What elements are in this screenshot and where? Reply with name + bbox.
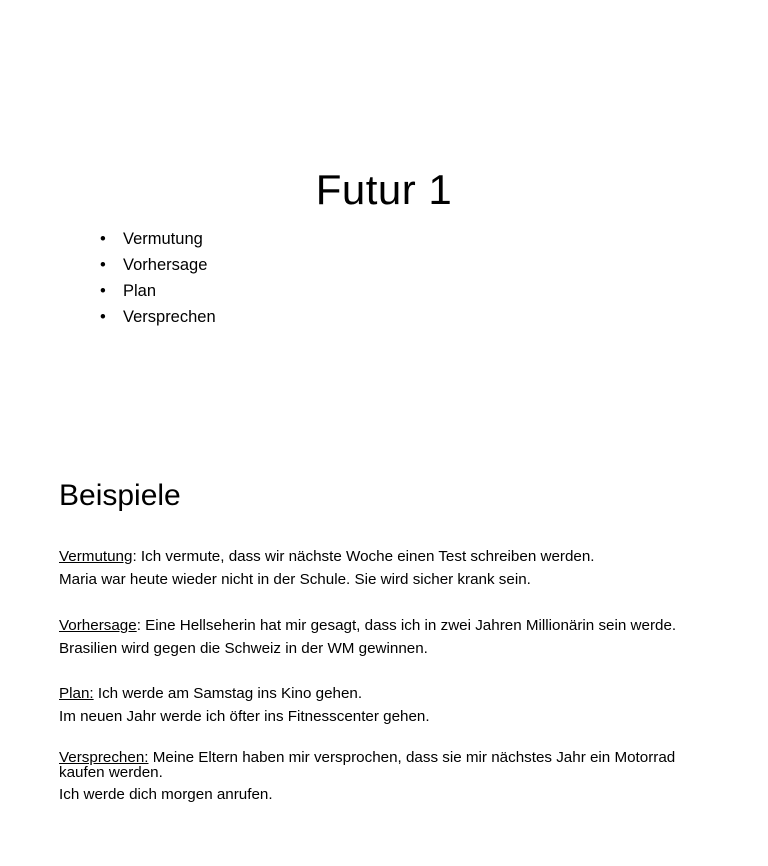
example-vorhersage [59, 614, 719, 660]
example-line [59, 743, 719, 783]
example-sentence: Ich vermute, dass wir nächste Woche einen Test schreiben werden. [136, 548, 595, 565]
example-label: Versprechen: [59, 749, 149, 766]
bullet-item [100, 304, 216, 330]
bullet-item [100, 278, 216, 304]
bullet-text: Vorhersage [123, 256, 208, 274]
example-sentence: Im neuen Jahr werde ich öfter ins Fitnesscenter gehen. [59, 708, 430, 725]
example-sentence: Ich werde dich morgen anrufen. [59, 786, 273, 803]
example-label-colon: : [132, 548, 137, 565]
example-sentence: Brasilien wird gegen die Schweiz in der WM gewinnen. [59, 640, 428, 657]
example-vermutung [59, 545, 719, 591]
example-label: Plan: [59, 685, 94, 702]
bullet-point-icon: • [100, 256, 106, 274]
example-sentence: Meine Eltern haben mir versprochen, dass sie mir nächstes Jahr ein Motorrad kaufen werden. [59, 749, 676, 781]
example-label: Vorhersage [59, 617, 137, 634]
example-plan [59, 682, 719, 728]
example-sentence: Ich werde am Samstag ins Kino gehen. [93, 685, 363, 702]
bullet-point-icon: • [100, 308, 106, 326]
example-sentence: Maria war heute wieder nicht in der Schule. Sie wird sicher krank sein. [59, 571, 531, 588]
example-line [59, 614, 719, 637]
example-label-colon: : [136, 617, 141, 634]
bullet-text: Versprechen [123, 308, 216, 326]
bullet-text: Plan [123, 282, 157, 300]
example-sentence: Eine Hellseherin hat mir gesagt, dass ich in zwei Jahren Millionärin sein werde. [140, 617, 677, 634]
bullet-point-icon: • [100, 230, 106, 248]
section-heading: Beispiele [59, 479, 181, 512]
example-line [59, 545, 719, 568]
page-title: Futur 1 [315, 166, 453, 213]
example-label: Vermutung [59, 548, 133, 565]
bullet-item [100, 226, 216, 252]
bullet-point-icon: • [100, 282, 106, 300]
example-line [59, 682, 719, 705]
bullet-list [100, 226, 216, 330]
bullet-item [100, 252, 216, 278]
bullet-text: Vermutung [123, 230, 203, 248]
example-versprechen [59, 743, 719, 806]
